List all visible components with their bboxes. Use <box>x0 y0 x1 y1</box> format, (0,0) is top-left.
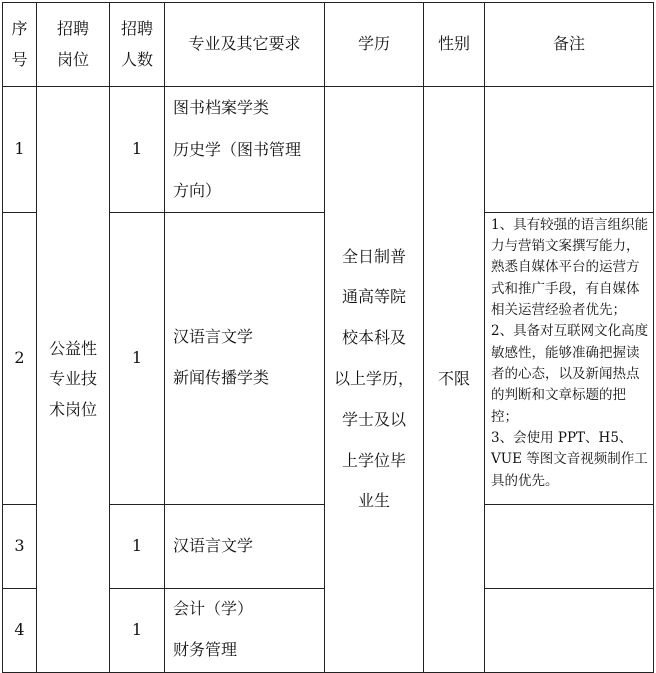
row-remarks: 1、具有较强的语言组织能力与营销文案撰写能力，熟悉自媒体平台的运营方式和推广手段，有自媒体相关运营经验者优先； 2、具备对互联网文化高度敏感性，能够准确把握读者的心态，以及新闻热点的判断和文章标题的把控； 3、会使用 PPT、H5、VUE 等图文音视频制作工具的优先。 <box>485 212 654 504</box>
row-count: 1 <box>110 588 165 672</box>
row-index: 4 <box>3 588 37 672</box>
row-count: 1 <box>110 87 165 213</box>
row-major: 图书档案学类 历史学（图书管理 方向） <box>165 87 325 213</box>
row-index: 2 <box>3 212 37 504</box>
header-count: 招聘 人数 <box>110 3 165 87</box>
row-count: 1 <box>110 212 165 504</box>
header-major: 专业及其它要求 <box>165 3 325 87</box>
table-row <box>3 87 654 213</box>
row-major: 汉语言文学 新闻传播学类 <box>165 212 325 504</box>
row-count: 1 <box>110 504 165 588</box>
header-row <box>3 3 654 87</box>
row-index: 1 <box>3 87 37 213</box>
header-position: 招聘 岗位 <box>37 3 110 87</box>
header-index: 序 号 <box>3 3 37 87</box>
row-remarks <box>485 87 654 213</box>
header-education: 学历 <box>325 3 424 87</box>
education-requirement: 全日制普 通高等院 校本科及 以上学历， 学士及以 上学位毕 业生 <box>325 87 424 673</box>
header-gender: 性别 <box>424 3 485 87</box>
gender-requirement: 不限 <box>424 87 485 673</box>
row-index: 3 <box>3 504 37 588</box>
row-major: 会计（学） 财务管理 <box>165 588 325 672</box>
recruitment-table <box>2 2 654 673</box>
row-major: 汉语言文学 <box>165 504 325 588</box>
row-remarks <box>485 588 654 672</box>
row-remarks <box>485 504 654 588</box>
header-remarks: 备注 <box>485 3 654 87</box>
position-name: 公益性 专业技 术岗位 <box>37 87 110 673</box>
